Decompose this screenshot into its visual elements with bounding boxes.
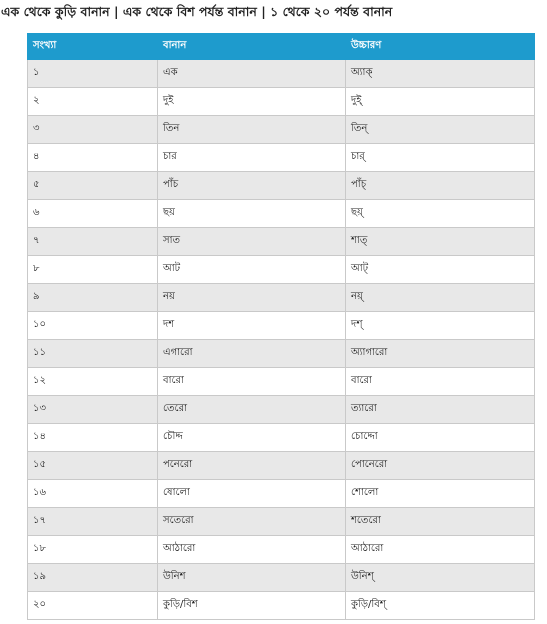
table-row: [28, 88, 535, 116]
number-cell: ১৩: [28, 396, 158, 424]
table-row: [28, 424, 535, 452]
number-cell: ১: [28, 60, 158, 88]
page-title: এক থেকে কুড়ি বানান | এক থেকে বিশ পর্যন্ত বানান | ১ থেকে ২০ পর্যন্ত বানান: [1, 4, 393, 19]
spelling-cell: আঠারো: [158, 536, 346, 564]
number-cell: ৭: [28, 228, 158, 256]
spelling-cell: চার: [158, 144, 346, 172]
spelling-table: [27, 33, 535, 620]
table-row: [28, 564, 535, 592]
pronunciation-cell: ত্যারো: [346, 396, 535, 424]
header-spelling: বানান: [158, 34, 346, 60]
spelling-cell: তেরো: [158, 396, 346, 424]
table-row: [28, 508, 535, 536]
number-cell: ১৪: [28, 424, 158, 452]
spelling-cell: তিন: [158, 116, 346, 144]
number-cell: ১৮: [28, 536, 158, 564]
table-row: [28, 340, 535, 368]
pronunciation-cell: পোনেরো: [346, 452, 535, 480]
spelling-cell: সাত: [158, 228, 346, 256]
table-row: [28, 480, 535, 508]
table-row: [28, 144, 535, 172]
spelling-cell: বারো: [158, 368, 346, 396]
header-pronunciation: উচ্চারণ: [346, 34, 535, 60]
pronunciation-cell: তিন্: [346, 116, 535, 144]
header-number: সংখ্যা: [28, 34, 158, 60]
number-cell: ৩: [28, 116, 158, 144]
table-row: [28, 256, 535, 284]
pronunciation-cell: আঠারো: [346, 536, 535, 564]
spelling-cell: নয়: [158, 284, 346, 312]
pronunciation-cell: বারো: [346, 368, 535, 396]
pronunciation-cell: উনিশ্: [346, 564, 535, 592]
number-cell: ১৫: [28, 452, 158, 480]
table-row: [28, 60, 535, 88]
table-row: [28, 312, 535, 340]
number-cell: ২: [28, 88, 158, 116]
number-cell: ১১: [28, 340, 158, 368]
table-row: [28, 228, 535, 256]
spelling-cell: ছয়: [158, 200, 346, 228]
spelling-cell: এক: [158, 60, 346, 88]
table-row: [28, 368, 535, 396]
table-row: [28, 116, 535, 144]
spelling-cell: পাঁচ: [158, 172, 346, 200]
table-row: [28, 396, 535, 424]
number-cell: ১৭: [28, 508, 158, 536]
table-row: [28, 200, 535, 228]
number-cell: ১০: [28, 312, 158, 340]
pronunciation-cell: চার্: [346, 144, 535, 172]
number-cell: ১২: [28, 368, 158, 396]
pronunciation-cell: শতেরো: [346, 508, 535, 536]
pronunciation-cell: দুই্: [346, 88, 535, 116]
pronunciation-cell: ছয়্: [346, 200, 535, 228]
pronunciation-cell: দশ্: [346, 312, 535, 340]
pronunciation-cell: চোদ্দো: [346, 424, 535, 452]
number-cell: ৫: [28, 172, 158, 200]
number-cell: ৯: [28, 284, 158, 312]
table-header: [28, 34, 535, 60]
spelling-cell: দশ: [158, 312, 346, 340]
pronunciation-cell: আট্: [346, 256, 535, 284]
table-body: [28, 60, 535, 620]
spelling-cell: সতেরো: [158, 508, 346, 536]
spelling-cell: উনিশ: [158, 564, 346, 592]
pronunciation-cell: নয়্: [346, 284, 535, 312]
spelling-cell: চৌদ্দ: [158, 424, 346, 452]
number-cell: ৮: [28, 256, 158, 284]
spelling-cell: ষোলো: [158, 480, 346, 508]
pronunciation-cell: শাত্: [346, 228, 535, 256]
table-header-row: [28, 34, 535, 60]
spelling-cell: কুড়ি/বিশ: [158, 592, 346, 620]
pronunciation-cell: অ্যাগারো: [346, 340, 535, 368]
number-cell: ৪: [28, 144, 158, 172]
number-cell: ২০: [28, 592, 158, 620]
number-cell: ৬: [28, 200, 158, 228]
number-cell: ১৬: [28, 480, 158, 508]
table-row: [28, 284, 535, 312]
spelling-cell: আট: [158, 256, 346, 284]
number-cell: ১৯: [28, 564, 158, 592]
table-row: [28, 592, 535, 620]
table-row: [28, 452, 535, 480]
pronunciation-cell: কুড়ি/বিশ্: [346, 592, 535, 620]
pronunciation-cell: শোলো: [346, 480, 535, 508]
pronunciation-cell: অ্যাক্: [346, 60, 535, 88]
spelling-cell: পনেরো: [158, 452, 346, 480]
table-row: [28, 172, 535, 200]
spelling-cell: দুই: [158, 88, 346, 116]
table-row: [28, 536, 535, 564]
pronunciation-cell: পাঁচ্: [346, 172, 535, 200]
spelling-cell: এগারো: [158, 340, 346, 368]
